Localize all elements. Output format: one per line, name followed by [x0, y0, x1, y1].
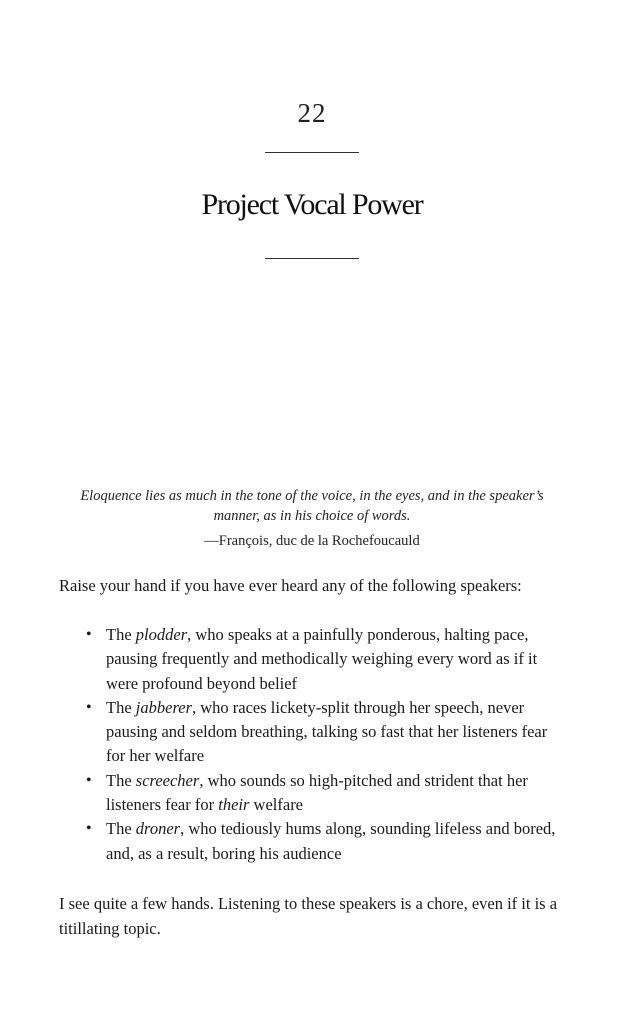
speaker-description: , who tediously hums along, sounding lifeless and bored, and, as a result, boring his audience: [106, 819, 556, 863]
list-item: [86, 623, 566, 696]
list-item: [86, 817, 566, 866]
item-prefix: The: [106, 770, 136, 790]
list-item: [86, 696, 566, 769]
item-prefix: The: [106, 819, 136, 839]
speaker-term: screecher: [135, 770, 200, 790]
speaker-description: , who sounds so high-pitched and strident that her listeners fear for: [106, 770, 528, 815]
speaker-description: , who races lickety-split through her speech, never pausing and seldom breathing, talking so fast that her listeners fear for her welfare: [106, 697, 548, 766]
speaker-term: plodder: [135, 625, 188, 644]
item-prefix: The: [106, 697, 136, 717]
speaker-emphasis: their: [218, 795, 250, 815]
speaker-term: droner: [135, 819, 181, 839]
speaker-description: , who speaks at a painfully ponderous, halting pace, pausing frequently and methodically weighing every word as if it were profound beyond belief: [106, 625, 538, 693]
intro-paragraph: Raise your hand if you have ever heard any of the following speakers:: [59, 576, 522, 595]
speaker-suffix: welfare: [249, 795, 304, 815]
chapter-title: Project Vocal Power: [201, 188, 423, 221]
bullet-icon: •: [86, 626, 92, 643]
bullet-icon: •: [86, 820, 92, 838]
epigraph-quote: Eloquence lies as much in the tone of the voice, in the eyes, and in the speaker’s manner, as in his choice of words.: [80, 488, 544, 524]
bullet-icon: •: [86, 698, 92, 716]
speaker-list: [86, 623, 566, 866]
title-rule-top: [265, 152, 359, 153]
speaker-term: jabberer: [135, 697, 192, 717]
title-rule-bottom: [265, 258, 359, 259]
chapter-number: 22: [297, 98, 327, 128]
epigraph-attribution: —François, duc de la Rochefoucauld: [204, 533, 420, 549]
list-item: [86, 769, 566, 818]
bullet-icon: •: [86, 771, 92, 789]
item-prefix: The: [106, 625, 136, 644]
closing-paragraph: I see quite a few hands. Listening to these speakers is a chore, even if it is a titillating topic.: [59, 894, 558, 938]
